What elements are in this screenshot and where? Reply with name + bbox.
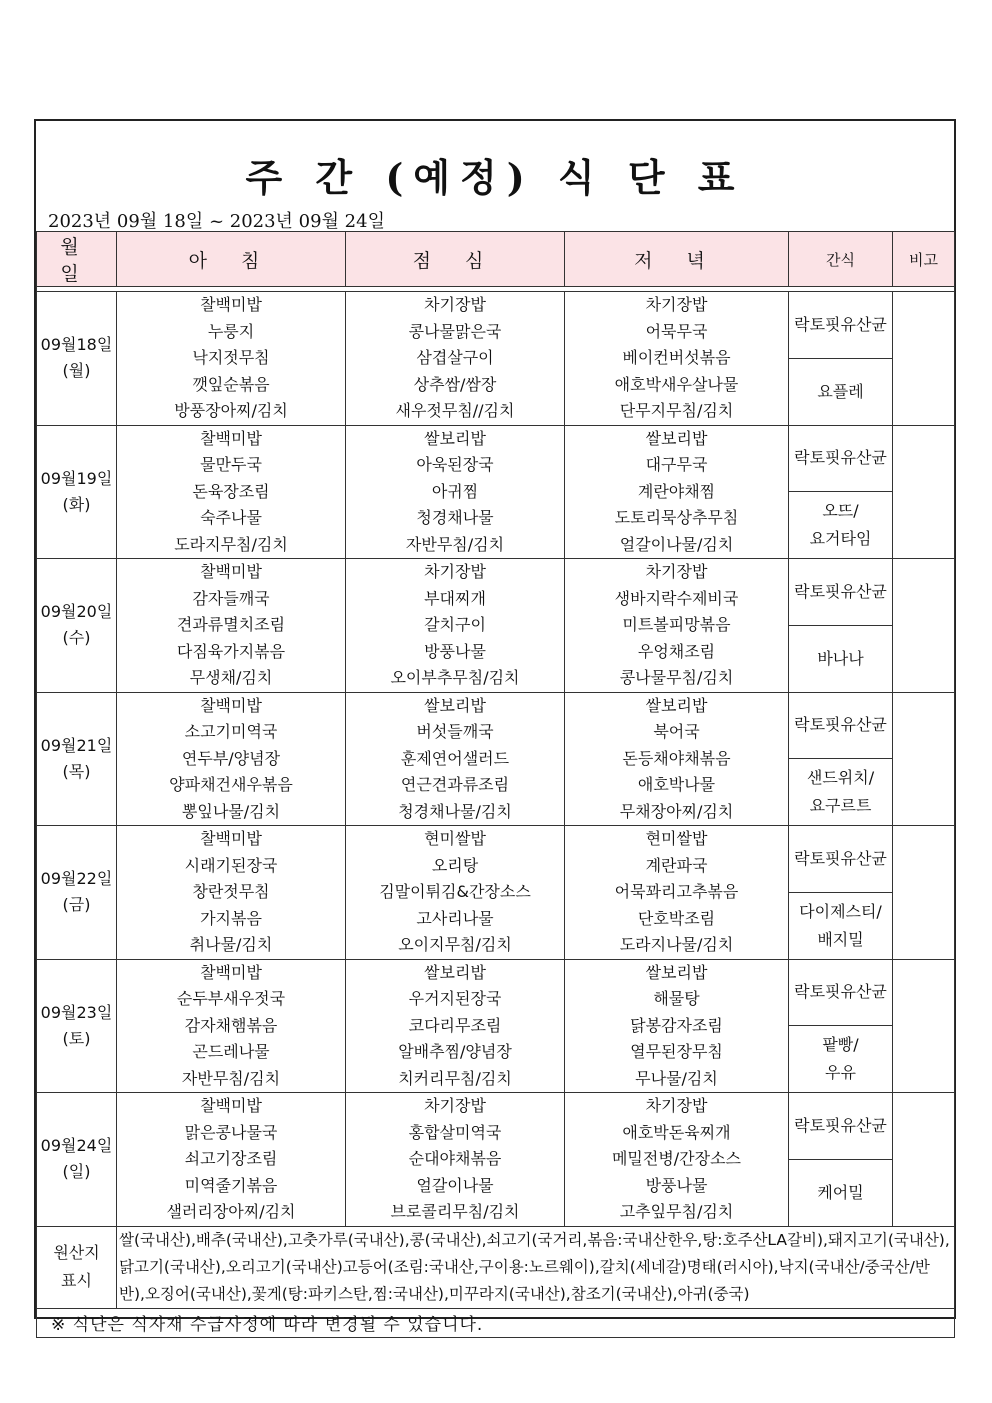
dinner-item: 메밀전병/간장소스	[611, 1149, 742, 1168]
lunch-cell	[346, 692, 565, 826]
lunch-item: 브로콜리무침/김치	[390, 1202, 520, 1221]
breakfast-cell	[117, 692, 346, 826]
lunch-cell	[346, 959, 565, 1093]
lunch-item: 고사리나물	[416, 908, 494, 928]
breakfast-item: 견과류멸치조림	[176, 615, 286, 634]
note-cell	[893, 959, 955, 1093]
dinner-item: 닭봉감자조림	[630, 1015, 723, 1035]
lunch-item: 차기장밥	[424, 562, 486, 581]
breakfast-cell	[117, 1093, 346, 1227]
breakfast-item: 자반무침/김치	[181, 1068, 281, 1088]
day-of-week: (목)	[62, 761, 91, 781]
lunch-item: 치커리무침/김치	[398, 1068, 512, 1088]
snack-secondary-cell	[789, 358, 893, 425]
snack-secondary: 오뜨/	[822, 501, 859, 521]
menu-table	[36, 231, 955, 1338]
dinner-cell	[565, 292, 789, 426]
lunch-item: 부대찌개	[424, 588, 486, 608]
lunch-item: 새우젓무침//김치	[395, 401, 515, 420]
snack-probiotic: 락토핏유산균	[794, 314, 887, 334]
dinner-item: 차기장밥	[645, 295, 708, 314]
lunch-item: 콩나물맑은국	[408, 321, 502, 341]
lunch-item: 상추쌈/쌈장	[413, 374, 497, 394]
day-date: 09월19일	[40, 468, 113, 488]
day-date: 09월20일	[40, 602, 113, 622]
menu-sheet	[34, 119, 956, 1335]
lunch-item: 버섯들깨국	[416, 722, 494, 741]
lunch-cell	[346, 1093, 565, 1227]
day-date: 09월21일	[40, 735, 113, 755]
header-breakfast: 아 침	[117, 232, 346, 287]
snack-secondary: 요구르트	[809, 796, 872, 816]
lunch-item: 청경채나물	[416, 508, 494, 527]
snack-secondary-cell	[789, 892, 893, 959]
dinner-cell	[565, 1093, 789, 1227]
day-date-cell	[37, 425, 117, 559]
dinner-item: 쌀보리밥	[645, 695, 708, 715]
breakfast-item: 깻잎순볶음	[192, 374, 270, 394]
lunch-item: 쌀보리밥	[424, 428, 486, 448]
origin-row	[37, 1226, 955, 1308]
lunch-item: 순대야채볶음	[408, 1149, 502, 1168]
snack-probiotic-cell	[789, 292, 893, 359]
breakfast-item: 창란젓무침	[192, 882, 270, 901]
snack-probiotic-cell	[789, 826, 893, 893]
lunch-item: 우거지된장국	[408, 989, 502, 1008]
dinner-item: 방풍나물	[645, 1175, 708, 1195]
day-date-cell	[37, 559, 117, 693]
lunch-item: 차기장밥	[424, 295, 486, 314]
snack-secondary: 샌드위치/	[806, 768, 875, 788]
breakfast-item: 양파채건새우볶음	[169, 775, 293, 794]
dinner-item: 계란야채찜	[637, 481, 716, 501]
breakfast-item: 찰백미밥	[200, 562, 262, 581]
breakfast-item: 가지볶음	[200, 908, 262, 928]
day-row	[37, 826, 955, 893]
note-cell	[893, 692, 955, 826]
snack-secondary: 팥빵/	[822, 1035, 859, 1055]
footnote: ※ 식단은 식자재 수급사정에 따라 변경될 수 있습니다.	[37, 1308, 955, 1337]
lunch-item: 아귀찜	[431, 481, 479, 501]
snack-secondary: 바나나	[817, 648, 864, 668]
lunch-item: 차기장밥	[424, 1096, 486, 1115]
lunch-item: 코다리무조림	[408, 1015, 502, 1035]
dinner-cell	[565, 826, 789, 960]
snack-probiotic: 락토핏유산균	[794, 448, 887, 468]
breakfast-cell	[117, 292, 346, 426]
dinner-item: 어묵무국	[645, 321, 708, 341]
lunch-item: 자반무침/김치	[405, 534, 505, 554]
lunch-cell	[346, 559, 565, 693]
day-row	[37, 292, 955, 359]
note-cell	[893, 292, 955, 426]
lunch-item: 얼갈이나물	[416, 1175, 494, 1195]
breakfast-item: 연두부/양념장	[181, 748, 281, 768]
lunch-item: 훈제연어샐러드	[400, 748, 510, 768]
day-of-week: (수)	[62, 628, 91, 648]
dinner-item: 도라지나물/김치	[619, 935, 734, 954]
page-title: 주 간 (예정) 식 단 표	[245, 155, 745, 200]
origin-label-line1: 원산지	[53, 1243, 100, 1262]
dinner-item: 애호박돈육찌개	[622, 1122, 731, 1142]
day-of-week: (월)	[62, 361, 91, 381]
breakfast-cell	[117, 559, 346, 693]
dinner-item: 쌀보리밥	[645, 428, 708, 448]
dinner-item: 차기장밥	[645, 1096, 708, 1115]
dinner-item: 애호박새우살나물	[614, 374, 739, 394]
day-date-cell	[37, 1093, 117, 1227]
header-note: 비고	[893, 232, 955, 287]
dinner-item: 베이컨버섯볶음	[622, 348, 731, 367]
breakfast-item: 곤드레나물	[192, 1042, 270, 1061]
snack-probiotic-cell	[789, 1093, 893, 1160]
breakfast-item: 감자들깨국	[192, 588, 270, 608]
day-row	[37, 959, 955, 1026]
dinner-item: 단호박조림	[637, 908, 716, 928]
day-date-cell	[37, 959, 117, 1093]
breakfast-cell	[117, 826, 346, 960]
lunch-cell	[346, 425, 565, 559]
day-date-cell	[37, 292, 117, 426]
snack-probiotic-cell	[789, 959, 893, 1026]
dinner-item: 어묵꽈리고추볶음	[614, 882, 739, 901]
breakfast-cell	[117, 425, 346, 559]
snack-secondary-cell	[789, 759, 893, 826]
snack-secondary: 요플레	[817, 381, 864, 401]
breakfast-item: 취나물/김치	[189, 935, 273, 954]
lunch-cell	[346, 292, 565, 426]
breakfast-item: 낙지젓무침	[192, 348, 270, 367]
snack-probiotic: 락토핏유산균	[794, 982, 887, 1002]
breakfast-item: 다짐육가지볶음	[176, 641, 286, 661]
day-date: 09월24일	[40, 1136, 113, 1156]
day-date: 09월22일	[40, 869, 113, 889]
snack-secondary-cell	[789, 1159, 893, 1226]
lunch-item: 삼겹살구이	[416, 348, 494, 367]
header-date: 월 일	[37, 232, 117, 287]
dinner-item: 대구무국	[645, 455, 708, 474]
breakfast-item: 찰백미밥	[200, 829, 262, 848]
snack-secondary: 다이제스티/	[799, 901, 882, 921]
breakfast-item: 찰백미밥	[200, 962, 262, 982]
breakfast-item: 쇠고기장조림	[184, 1149, 278, 1168]
header-snack: 간식	[789, 232, 893, 287]
origin-text: 쌀(국내산),배추(국내산),고춧가루(국내산),콩(국내산),쇠고기(국거리,볶음:국내산한우,탕:호주산LA갈비),돼지고기(국내산),닭고기(국내산),오리고기(국내산)고등어(조림:국내산,구이용:노르웨이),갈치(세네갈)명태(러시아),낙지(국내산/중국산/반반),오징어(국내산),꽃게(탕:파키스탄,찜:국내산),미꾸라지(국내산),참조기(국내산),아귀(중국)	[117, 1226, 955, 1308]
dinner-item: 계란파국	[645, 855, 708, 875]
breakfast-item: 물만두국	[200, 455, 262, 474]
lunch-item: 갈치구이	[424, 615, 486, 634]
lunch-item: 오리탕	[431, 855, 479, 875]
snack-secondary-cell	[789, 1026, 893, 1093]
breakfast-item: 방풍장아찌/김치	[174, 401, 288, 420]
snack-secondary-cell	[789, 492, 893, 559]
breakfast-item: 누룽지	[207, 321, 255, 341]
breakfast-item: 찰백미밥	[200, 1096, 262, 1115]
breakfast-item: 무생채/김치	[189, 668, 273, 687]
snack-probiotic: 락토핏유산균	[794, 1115, 887, 1135]
breakfast-item: 미역줄기볶음	[184, 1175, 278, 1195]
dinner-item: 콩나물무침/김치	[619, 668, 734, 687]
dinner-cell	[565, 959, 789, 1093]
dinner-item: 얼갈이나물/김치	[619, 534, 734, 554]
period-range: 2023년 09월 18일 ~ 2023년 09월 24일	[48, 211, 385, 232]
lunch-item: 오이부추무침/김치	[390, 668, 520, 687]
dinner-item: 해물탕	[653, 989, 700, 1008]
dinner-item: 열무된장무침	[630, 1042, 723, 1061]
breakfast-item: 도라지무침/김치	[174, 534, 288, 554]
breakfast-cell	[117, 959, 346, 1093]
breakfast-item: 순두부새우젓국	[176, 989, 286, 1008]
day-of-week: (일)	[62, 1162, 91, 1182]
day-date: 09월18일	[40, 335, 113, 355]
footnote-row	[37, 1308, 955, 1337]
breakfast-item: 돈육장조림	[192, 481, 270, 501]
lunch-item: 청경채나물/김치	[398, 801, 512, 821]
lunch-item: 방풍나물	[424, 641, 486, 661]
snack-secondary: 요거타임	[809, 529, 872, 549]
snack-probiotic-cell	[789, 425, 893, 492]
header-row	[37, 232, 955, 287]
breakfast-item: 찰백미밥	[200, 295, 262, 314]
day-date: 09월23일	[40, 1002, 113, 1022]
day-row	[37, 425, 955, 492]
dinner-item: 도토리묵상추무침	[614, 508, 739, 527]
lunch-item: 현미쌀밥	[424, 829, 486, 848]
breakfast-item: 시래기된장국	[184, 855, 278, 875]
dinner-item: 무나물/김치	[635, 1068, 718, 1088]
dinner-cell	[565, 425, 789, 559]
day-row	[37, 1093, 955, 1160]
day-date-cell	[37, 826, 117, 960]
breakfast-item: 찰백미밥	[200, 428, 262, 448]
lunch-item: 알배추찜/양념장	[398, 1042, 512, 1061]
dinner-item: 돈등채야채볶음	[622, 748, 731, 768]
breakfast-item: 숙주나물	[200, 508, 262, 527]
lunch-item: 쌀보리밥	[424, 962, 486, 982]
note-cell	[893, 1093, 955, 1227]
note-cell	[893, 425, 955, 559]
snack-secondary: 케어밀	[817, 1182, 864, 1202]
dinner-item: 고추잎무침/김치	[619, 1202, 734, 1221]
snack-probiotic: 락토핏유산균	[794, 715, 887, 735]
lunch-item: 연근견과류조림	[400, 775, 510, 794]
day-of-week: (금)	[62, 895, 91, 915]
dinner-item: 무채장아찌/김치	[619, 801, 734, 821]
note-cell	[893, 826, 955, 960]
header-lunch: 점 심	[346, 232, 565, 287]
header-dinner: 저 녁	[565, 232, 789, 287]
origin-label	[37, 1226, 117, 1308]
snack-probiotic: 락토핏유산균	[794, 848, 887, 868]
snack-secondary: 우유	[825, 1063, 856, 1083]
lunch-item: 아욱된장국	[416, 455, 494, 474]
snack-probiotic-cell	[789, 559, 893, 626]
breakfast-item: 뽕잎나물/김치	[181, 801, 281, 821]
breakfast-item: 찰백미밥	[200, 695, 262, 715]
dinner-item: 차기장밥	[645, 562, 708, 581]
origin-label-line2: 표시	[61, 1271, 92, 1290]
lunch-item: 오이지무침/김치	[398, 935, 512, 954]
lunch-item: 쌀보리밥	[424, 695, 486, 715]
breakfast-item: 소고기미역국	[184, 722, 278, 741]
dinner-cell	[565, 559, 789, 693]
snack-probiotic-cell	[789, 692, 893, 759]
dinner-item: 북어국	[653, 722, 700, 741]
snack-probiotic: 락토핏유산균	[794, 581, 887, 601]
dinner-item: 현미쌀밥	[645, 829, 708, 848]
dinner-item: 생바지락수제비국	[614, 588, 739, 608]
snack-secondary: 배지밀	[817, 929, 864, 949]
day-date-cell	[37, 692, 117, 826]
dinner-item: 우엉채조림	[637, 641, 716, 661]
lunch-cell	[346, 826, 565, 960]
snack-secondary-cell	[789, 625, 893, 692]
day-row	[37, 692, 955, 759]
lunch-item: 홍합살미역국	[408, 1122, 502, 1142]
dinner-item: 단무지무침/김치	[619, 401, 734, 420]
day-of-week: (토)	[62, 1028, 91, 1048]
day-row	[37, 559, 955, 626]
note-cell	[893, 559, 955, 693]
lunch-item: 김말이튀김&간장소스	[379, 882, 531, 901]
breakfast-item: 맑은콩나물국	[184, 1122, 278, 1142]
dinner-cell	[565, 692, 789, 826]
dinner-item: 쌀보리밥	[645, 962, 708, 982]
day-of-week: (화)	[62, 494, 91, 514]
dinner-item: 애호박나물	[637, 775, 716, 794]
breakfast-item: 감자채햄볶음	[184, 1015, 278, 1035]
breakfast-item: 샐러리장아찌/김치	[166, 1202, 296, 1221]
dinner-item: 미트볼피망볶음	[622, 615, 731, 634]
